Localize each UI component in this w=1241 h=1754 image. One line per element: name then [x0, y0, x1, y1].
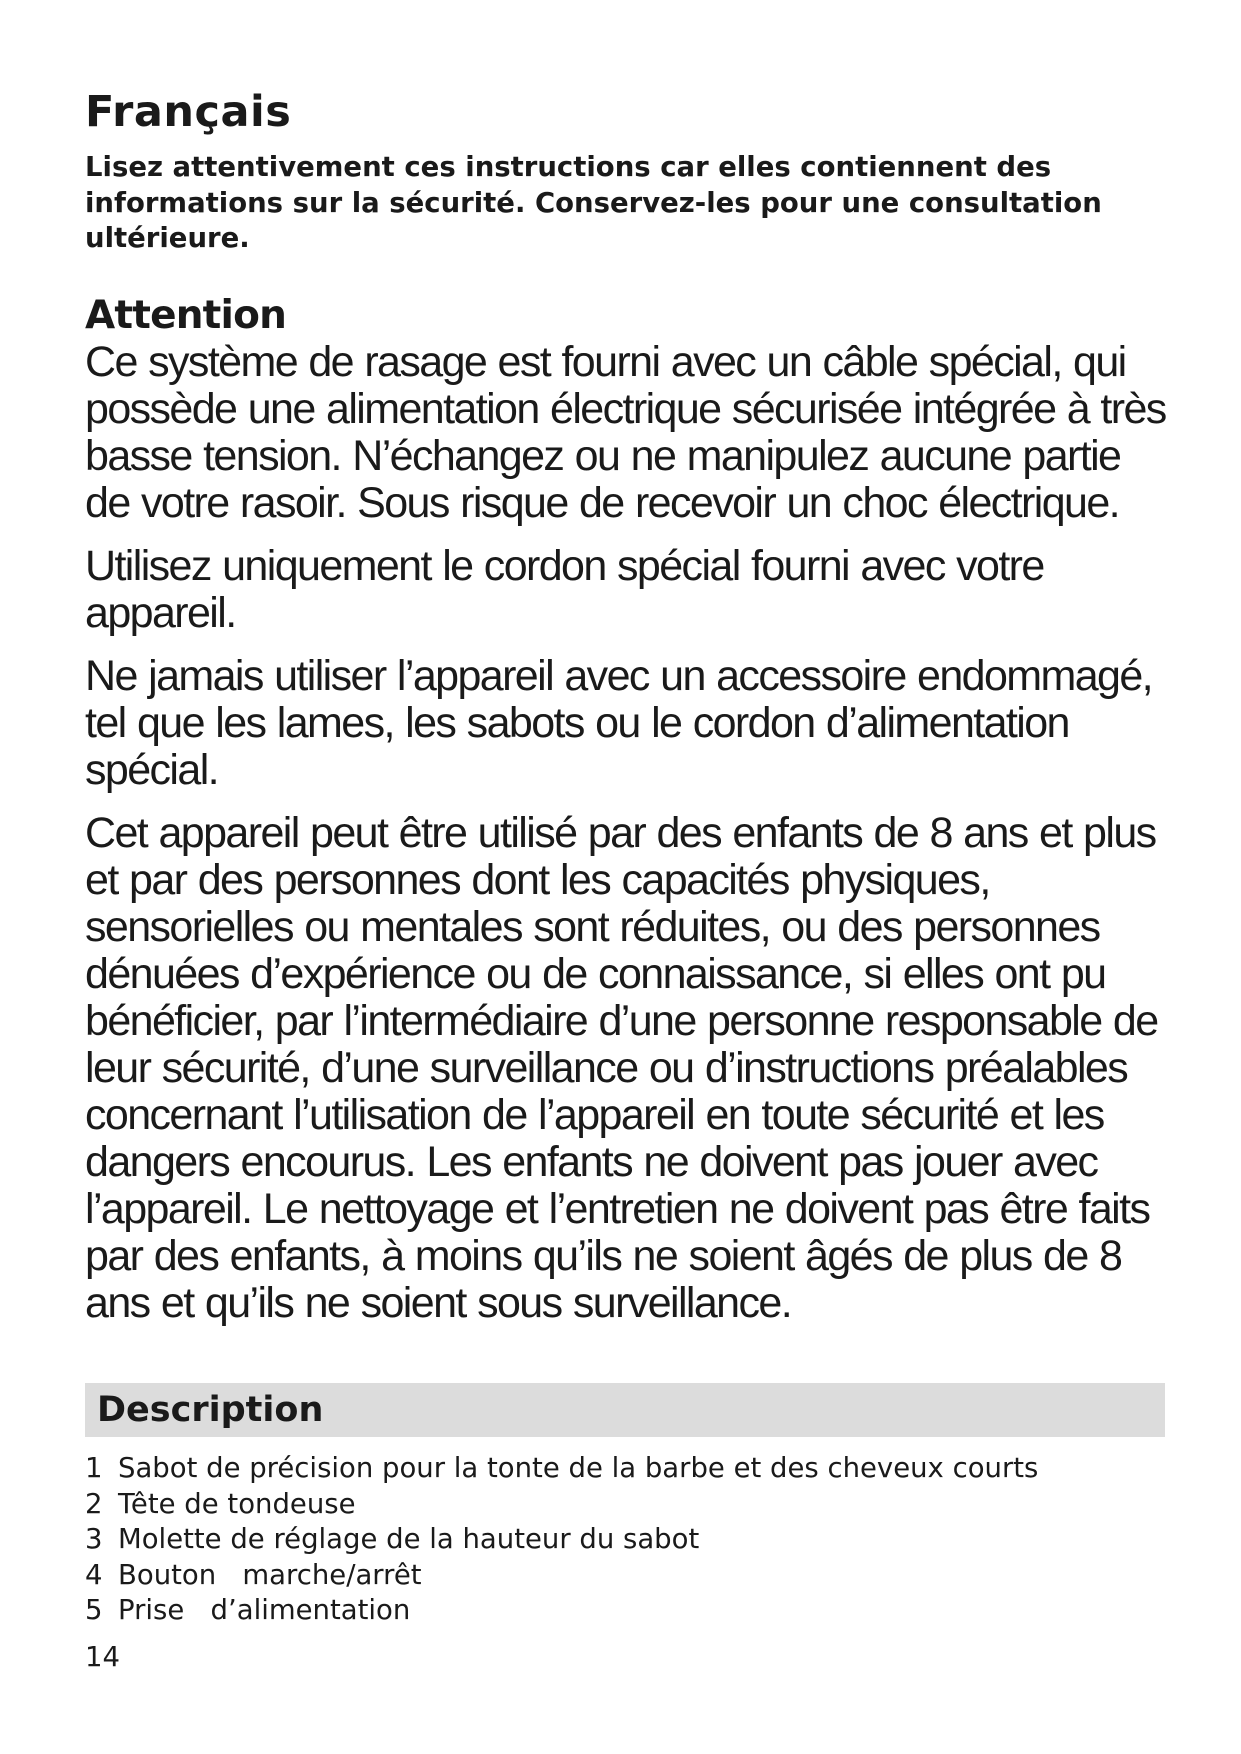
page-number: 14 [85, 1641, 120, 1673]
warning-paragraph: Ce système de rasage est fourni avec un câble spécial, qui possède une alimentation électrique sécurisée intégrée à très basse tension. N’échangez ou ne manipulez aucune partie de votre rasoir. Sous risque de recevoir un choc électrique. [85, 338, 1166, 527]
list-item [85, 1593, 1038, 1629]
item-text: Molette de réglage de la hauteur du sabot [118, 1523, 700, 1555]
description-header [85, 1383, 1165, 1437]
item-number: 2 [85, 1487, 103, 1520]
description-heading: Description [97, 1390, 324, 1430]
warning-paragraph: Utilisez uniquement le cordon spécial fourni avec votre appareil. [85, 542, 1044, 637]
item-text: Bouton marche/arrêt [118, 1558, 422, 1591]
item-text: Sabot de précision pour la tonte de la barbe et des cheveux courts [118, 1452, 1039, 1484]
warning-heading: Attention [85, 293, 287, 338]
list-item [85, 1522, 1038, 1558]
item-text: Tête de tondeuse [118, 1487, 356, 1520]
intro-notice: Lisez attentivement ces instructions car elles contiennent des informations sur la sécurité. Conservez-les pour une consultation ultérieure. [85, 151, 1102, 254]
item-number: 5 [85, 1594, 103, 1626]
list-item [85, 1487, 1038, 1523]
parts-list [85, 1451, 1038, 1629]
warning-paragraph: Ne jamais utiliser l’appareil avec un accessoire endommagé, tel que les lames, les sabots ou le cordon d’alimentation spécial. [85, 652, 1152, 794]
warning-section [85, 292, 1175, 1343]
item-text: Prise d’alimentation [118, 1594, 411, 1626]
list-item [85, 1558, 1038, 1594]
warning-paragraph: Cet appareil peut être utilisé par des enfants de 8 ans et plus et par des personnes dont les capacités physiques, sensorielles ou mentales sont réduites, ou des personnes dénuées d’expérience ou de connaissance, si elles ont pu bénéficier, par l’intermédiaire d’une personne responsable de leur sécurité, d’une surveillance ou d’instructions préalables concernant l’utilisation de l’appareil en toute sécurité et les dangers encourus. Les enfants ne doivent pas jouer avec l’appareil. Le nettoyage et l’entretien ne doivent pas être faits par des enfants, à moins qu’ils ne soient âgés de plus de 8 ans et qu’ils ne soient sous surveillance. [85, 809, 1158, 1327]
item-number: 1 [85, 1452, 103, 1484]
language-title: Français [85, 87, 292, 137]
item-number: 4 [85, 1558, 103, 1591]
item-number: 3 [85, 1523, 103, 1555]
list-item [85, 1451, 1038, 1487]
